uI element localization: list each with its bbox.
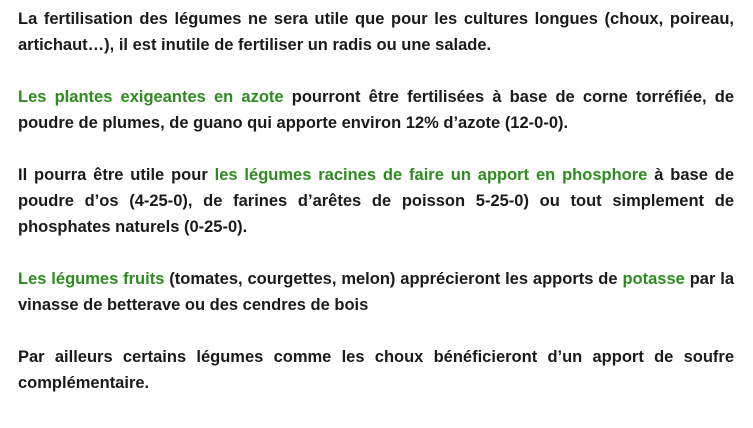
paragraph-azote [18, 84, 734, 136]
paragraph-soufre [18, 344, 734, 396]
paragraph-potasse [18, 266, 734, 318]
paragraph-phosphore-text: à base de poudre d’os (4-25-0), de farines d’arêtes de poisson 5-25-0) ou tout simplement de phosphates naturels (0-25-0). [18, 166, 734, 236]
paragraph-phosphore-pre: Il pourra être utile pour [18, 166, 215, 184]
paragraph-intro-text: La fertilisation des légumes ne sera utile que pour les cultures longues (choux, poireau, artichaut…), il est inutile de fertiliser un radis ou une salade. [18, 10, 734, 54]
highlight-phosphore: les légumes racines de faire un apport en phosphore [214, 166, 648, 184]
paragraph-soufre-text: Par ailleurs certains légumes comme les choux bénéficieront d’un apport de soufre complémentaire. [18, 348, 734, 392]
document-body [18, 6, 734, 396]
highlight-potasse: potasse [622, 270, 685, 288]
paragraph-potasse-mid: (tomates, courgettes, melon) apprécieront les apports de [164, 270, 623, 288]
paragraph-azote-text: pourront être fertilisées à base de corne torréfiée, de poudre de plumes, de guano qui apporte environ 12% d’azote (12-0-0). [18, 88, 735, 132]
highlight-azote: Les plantes exigeantes en azote [18, 88, 284, 106]
paragraph-phosphore [18, 162, 734, 240]
highlight-legumes-fruits: Les légumes fruits [18, 270, 165, 288]
paragraph-intro [18, 6, 734, 58]
paragraph-potasse-text: par la vinasse de betterave ou des cendres de bois [18, 270, 735, 314]
